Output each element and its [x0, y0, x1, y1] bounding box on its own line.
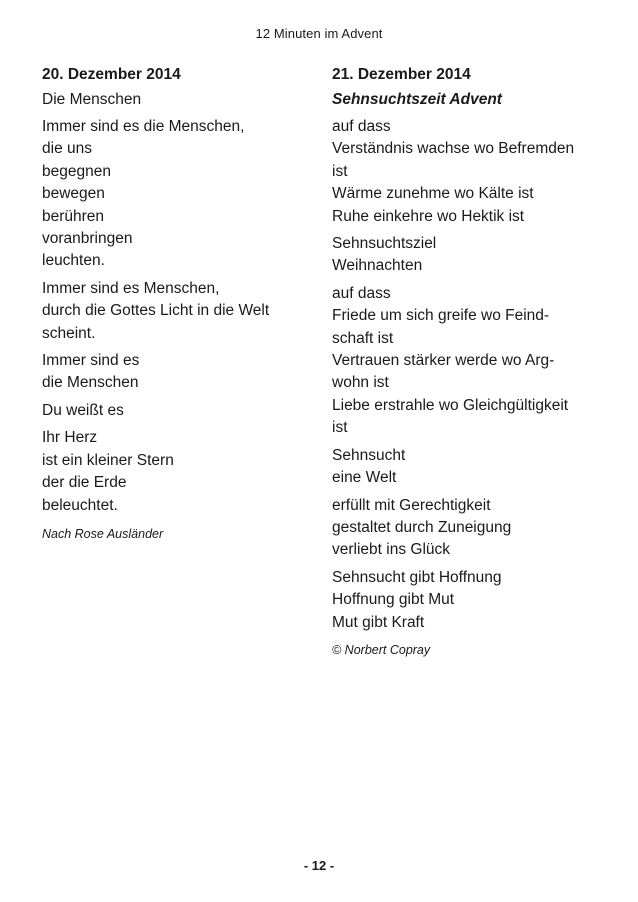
poem-line: Sehnsucht: [332, 446, 406, 464]
poem-line: gestaltet durch Zuneigung: [332, 518, 512, 536]
poem-line: Hoffnung gibt Mut: [332, 591, 455, 609]
date-heading: 20. Dezember 2014: [42, 66, 181, 83]
poem-column-left: [42, 64, 304, 543]
poem-line: auf dass: [332, 284, 391, 302]
poem-line: Vertrauen stärker werde wo Arg-: [332, 352, 555, 370]
stanza: [332, 283, 602, 440]
poem-line: beleuchtet.: [42, 496, 118, 514]
stanza: [42, 400, 304, 422]
poem-title: Sehnsuchtszeit Advent: [332, 91, 502, 108]
poem-line: scheint.: [42, 324, 96, 342]
stanza: [332, 567, 602, 634]
poem-line: ist: [332, 419, 348, 437]
poem-line: auf dass: [332, 118, 391, 135]
poem-line: eine Welt: [332, 469, 397, 487]
date-heading: 21. Dezember 2014: [332, 66, 471, 83]
poem-line: Du weißt es: [42, 401, 124, 419]
poem-line: begegnen: [42, 162, 111, 180]
poem-line: Sehnsucht gibt Hoffnung: [332, 568, 502, 586]
poem-column-right: [332, 64, 602, 659]
poem-line: Sehnsuchtsziel: [332, 235, 437, 253]
poem-line: Weihnachten: [332, 257, 423, 275]
poem-line: Mut gibt Kraft: [332, 613, 425, 631]
poem-line: wohn ist: [332, 374, 389, 392]
poem-line: Ruhe einkehre wo Hektik ist: [332, 207, 525, 225]
poem-line: leuchten.: [42, 252, 105, 270]
poem-line: Friede um sich greife wo Feind-: [332, 307, 550, 325]
stanza: [42, 350, 304, 395]
poem-line: voranbringen: [42, 230, 133, 248]
page-number: - 12 -: [303, 858, 335, 873]
poem-line: Verständnis wachse wo Befremden: [332, 140, 575, 158]
poem-line: ist: [332, 162, 348, 180]
stanza: [42, 116, 304, 273]
author-credit: Nach Rose Ausländer: [42, 526, 164, 541]
stanza: [332, 233, 602, 278]
poem-line: die uns: [42, 140, 92, 158]
poem-line: ist ein kleiner Stern: [42, 451, 174, 469]
poem-line: berühren: [42, 207, 105, 225]
poem-line: durch die Gottes Licht in die Welt: [42, 302, 270, 320]
stanza: [42, 427, 304, 517]
poem-line: Immer sind es Menschen,: [42, 279, 220, 297]
poem-line: die Menschen: [42, 374, 139, 392]
poem-line: schaft ist: [332, 329, 394, 347]
poem-line: Wärme zunehme wo Kälte ist: [332, 185, 534, 203]
poem-line: Liebe erstrahle wo Gleichgültigkeit: [332, 396, 569, 414]
poem-line: Immer sind es: [42, 352, 140, 370]
stanza: [332, 445, 602, 490]
stanza: [332, 495, 602, 562]
author-credit: © Norbert Copray: [332, 642, 431, 657]
poem-line: erfüllt mit Gerechtigkeit: [332, 496, 491, 514]
poem-line: verliebt ins Glück: [332, 541, 451, 559]
poem-line: bewegen: [42, 185, 105, 203]
poem-title: Die Menschen: [42, 91, 142, 108]
stanza: [42, 278, 304, 345]
running-header: 12 Minuten im Advent: [255, 26, 383, 41]
poem-line: der die Erde: [42, 474, 127, 492]
poem-line: Immer sind es die Menschen,: [42, 118, 245, 135]
poem-line: Ihr Herz: [42, 429, 98, 447]
stanza: [332, 116, 602, 228]
